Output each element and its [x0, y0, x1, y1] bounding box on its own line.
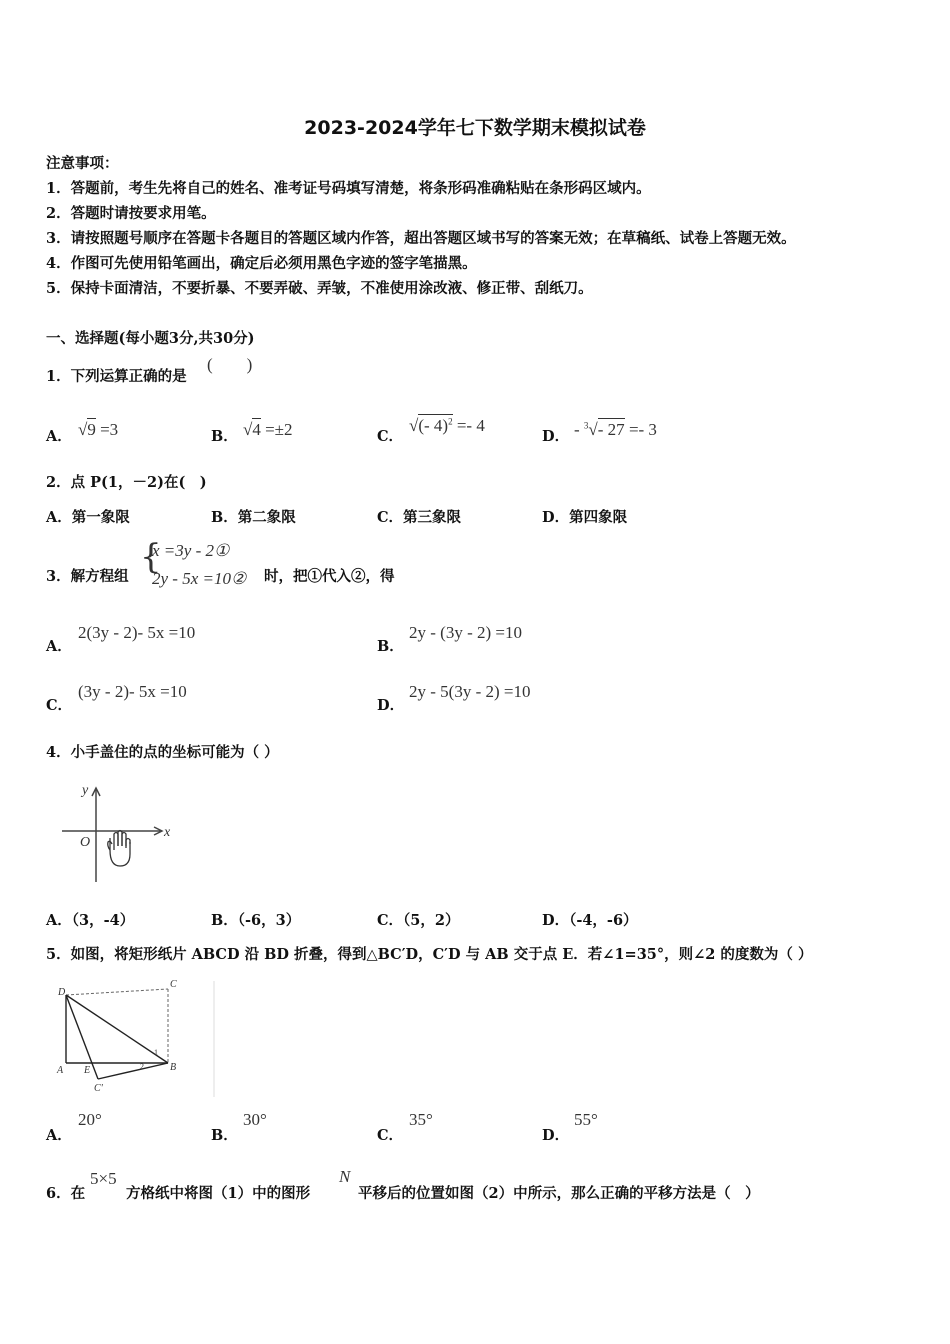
q5-fold-figure: [54, 975, 219, 1100]
q3-tail: 时，把①代入②，得: [264, 568, 395, 585]
q5-option-a-label: A．: [46, 1127, 72, 1144]
note-item: 5．保持卡面清洁，不要折暴、不要弄破、弄皱，不准使用涂改液、修正带、刮纸刀。: [46, 280, 593, 297]
q3-eq2: 2y - 5x =10②: [152, 569, 247, 588]
q1-option-a: √9 =3: [78, 420, 119, 439]
q1-option-a-label: A．: [46, 428, 72, 445]
q5-option-c-value: 35°: [409, 1110, 433, 1129]
q2-option-a: A．第一象限: [46, 509, 130, 526]
q5-option-d-label: D．: [542, 1127, 570, 1144]
q2-option-b: B．第二象限: [211, 509, 296, 526]
q3-option-a-label: A．: [46, 638, 72, 655]
q5-edge-c-prime-b: [98, 1063, 168, 1079]
q3-stem: 3．解方程组: [46, 568, 129, 585]
q4-x-label: x: [164, 825, 171, 840]
q3-option-b: 2y - (3y - 2) =10: [409, 623, 522, 642]
note-item: 4．作图可先使用铅笔画出，确定后必须用黑色字迹的签字笔描黑。: [46, 255, 477, 272]
q4-y-label: y: [82, 783, 89, 798]
q6-stem-mid: 方格纸中将图（1）中的图形: [126, 1185, 311, 1202]
note-item: 1．答题前，考生先将自己的姓名、准考证号码填写清楚，将条形码准确粘贴在条形码区域内。: [46, 180, 651, 197]
q1-stem: 1．下列运算正确的是: [46, 368, 187, 385]
q5-label-c-prime: C': [94, 1083, 103, 1094]
notes-heading: 注意事项：: [46, 155, 119, 172]
q6-grid-size: 5×5: [90, 1169, 117, 1188]
q4-stem: 4．小手盖住的点的坐标可能为（ ）: [46, 744, 279, 761]
q4-option-d: D．（-4，-6）: [542, 912, 638, 929]
q3-option-b-label: B．: [377, 638, 404, 655]
q1-option-b-label: B．: [211, 428, 238, 445]
q5-label-c: C: [170, 979, 177, 990]
q5-label-a: A: [57, 1065, 64, 1076]
q1-option-b: √4 =±2: [243, 420, 293, 439]
q3-option-d-label: D．: [377, 697, 405, 714]
q4-origin-label: O: [80, 835, 91, 850]
q1-option-d: - $^3$√- 27 =- 3: [574, 420, 657, 439]
q6-stem-start: 6．在: [46, 1185, 86, 1202]
q5-edge-dc: [66, 989, 168, 995]
q5-option-b-value: 30°: [243, 1110, 267, 1129]
q3-option-c-label: C．: [46, 697, 73, 714]
q5-label-e: E: [84, 1065, 91, 1076]
q6-shape-n: N: [339, 1167, 351, 1186]
q4-option-c: C．（5，2）: [377, 912, 460, 929]
note-item: 2．答题时请按要求用笔。: [46, 205, 216, 222]
q2-option-c: C．第三象限: [377, 509, 462, 526]
q5-angle-2: 2: [140, 1062, 144, 1071]
q3-option-d: 2y - 5(3y - 2) =10: [409, 682, 531, 701]
q4-option-a: A．（3，-4）: [46, 912, 135, 929]
q5-angle-1: 1: [154, 1048, 158, 1057]
q5-label-b: B: [170, 1062, 177, 1073]
q3-eq1: x =3y - 2①: [152, 541, 230, 560]
section-heading: 一、选择题(每小题3分,共30分): [46, 330, 255, 347]
note-item: 3．请按照题号顺序在答题卡各题目的答题区域内作答，超出答题区域书写的答案无效；在草稿纸、试卷上答题无效。: [46, 230, 796, 247]
q4-coordinate-figure: [58, 780, 178, 886]
q5-diagonal-db: [66, 995, 168, 1063]
q6-stem-end: 平移后的位置如图（2）中所示，那么正确的平移方法是（ ）: [358, 1185, 760, 1202]
q1-option-c: √(- 4)$^2$ =- 4: [409, 416, 485, 435]
q3-brace: {: [140, 537, 162, 577]
q5-option-c-label: C．: [377, 1127, 404, 1144]
q4-option-b: B．（-6，3）: [211, 912, 301, 929]
q2-option-d: D．第四象限: [542, 509, 628, 526]
q2-stem: 2．点 P(1，－2)在( ): [46, 474, 207, 491]
page-title: 2023-2024学年七下数学期末模拟试卷: [304, 117, 646, 139]
q5-edge-dc-prime: [66, 995, 98, 1079]
q3-option-c: (3y - 2)- 5x =10: [78, 682, 187, 701]
q1-option-c-label: C．: [377, 428, 404, 445]
q5-label-d: D: [58, 987, 66, 998]
q5-option-d-value: 55°: [574, 1110, 598, 1129]
q3-option-a: 2(3y - 2)- 5x =10: [78, 623, 196, 642]
hand-icon: [108, 831, 130, 867]
q1-option-d-label: D．: [542, 428, 570, 445]
q5-stem: 5．如图，将矩形纸片 ABCD 沿 BD 折叠，得到△BC′D，C′D 与 AB 交于点 E．若∠1=35°，则∠2 的度数为（ ）: [46, 946, 813, 963]
q5-option-b-label: B．: [211, 1127, 238, 1144]
q1-paren: ( ): [207, 355, 253, 374]
q5-option-a-value: 20°: [78, 1110, 102, 1129]
